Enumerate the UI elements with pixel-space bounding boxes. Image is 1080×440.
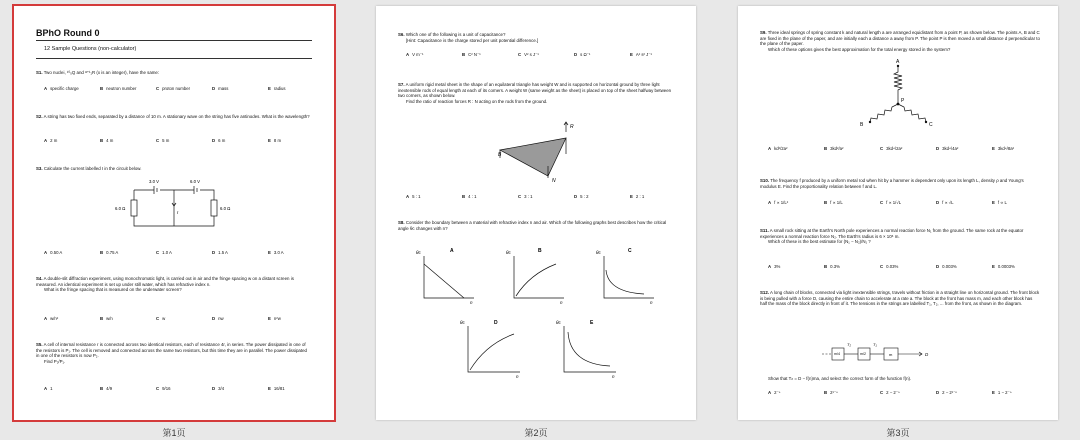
question-s7 — [398, 82, 678, 104]
corner-label-b: B — [498, 152, 502, 158]
question-s1 — [36, 70, 316, 76]
options-s7: A 5 : 1 B 4 : 1 C 3 : 1 D 5 : 2 E 2 : 1 — [406, 194, 645, 199]
question-s8 — [398, 220, 678, 231]
document-title: BPhO Round 0 — [36, 28, 100, 38]
page-label-3[interactable]: 第3页 — [886, 428, 910, 438]
question-text: The frequency f produced by a uniform metal rod when hit by a hammer is dependent only upon its length L, density ρ and Young's modulus E. Find the proportionality relation between f and L. — [760, 178, 1024, 189]
question-text: A string has two fixed ends, separated by a distance of 10 m. A stationary wave on the string has five antinodes. What is the wavelength? — [43, 114, 310, 119]
axis-label: n — [650, 300, 653, 305]
current-label: I — [177, 210, 179, 215]
force-label-d: D — [925, 352, 929, 357]
graph-label: B — [538, 248, 542, 254]
question-subtext: Find P₂/P₁. — [44, 358, 66, 364]
question-number: S4. — [36, 276, 43, 281]
question-subtext: Show that Tₙ = D − f(n)ma, and select the correct form of the function f(n). — [768, 376, 912, 381]
page-label-1[interactable]: 第1页 — [162, 428, 186, 438]
axis-label: θc — [460, 320, 465, 325]
critical-angle-graphs — [398, 240, 678, 390]
question-text: A long chain of blocks, connected via light inextensible strings, travels without friction in a straight line on horizontal ground. The front block is being pulled with a force D, causing the entire chain to accelerate at a rate a. The block at the front has mass m, and each other block has half the mass of the block directly in front of it. The tensions in the strings are labelled T₁, T₂, ... from the front, as shown in the diagram. — [760, 290, 1040, 307]
options-s9: A kd²/2a² B 3kd²/a² C 3kd⁴/2a² D 3kd⁴/4a² E 3kd⁴/8a² — [768, 146, 1015, 151]
question-text: A uniform rigid metal sheet in the shape of an equilateral triangle has weight W and is supported on horizontal ground by three light inextensible rods of equal length at each of its corners. A weight W (same weight as the sheet) is placed on top of the sheet halfway between two corners, as shown below. — [398, 82, 672, 99]
force-label-n: N — [552, 178, 556, 184]
block-chain-diagram — [822, 340, 972, 364]
question-text: A double-slit diffraction experiment, using monochromatic light, is carried out in air and the fringe spacing w on a distant screen is measured. An identical experiment is set up under still water, which has refractive index n. — [36, 276, 294, 287]
options-s4: A w/n² B w/n C w D nw E n²w — [44, 316, 281, 321]
question-number: S5. — [36, 342, 43, 347]
options-s1 — [44, 86, 318, 91]
axis-label: θc — [416, 250, 421, 255]
force-label-r: R — [570, 124, 574, 130]
question-number: S9. — [760, 30, 767, 35]
option: E radius — [268, 86, 286, 91]
question-text: A cell of internal resistance r is connected across two identical resistors, each of resistance 4r, in series. The power dissipated in one of the resistors is P₁. The cell is removed and connected across the same two resistors, but this time they are in parallel. The power dissipated in one of the resistors is now P₂. — [36, 342, 307, 359]
question-text: A small rock sitting at the Earth's North pole experiences a normal reaction force N₁ from the ground. The same rock at the equator experiences a normal reaction force N₂. The Earth's radius is 6 × 10⁶ m. — [760, 228, 1024, 239]
options-s12: A 2⁻ⁿ B 2¹⁻ⁿ C 2 − 2⁻ⁿ D 2 − 2¹⁻ⁿ E 1 − 2⁻ⁿ — [768, 390, 1012, 395]
question-number: S2. — [36, 114, 43, 119]
option: A specific charge — [44, 86, 79, 91]
question-number: S12. — [760, 290, 770, 295]
options-s3: A 0.50 A B 0.75 A C 1.0 A D 1.5 A E 3.0 A — [44, 250, 284, 255]
question-hint: [Hint: Capacitance is the charge stored per unit potential difference.] — [406, 37, 539, 43]
point-label: C — [929, 122, 933, 128]
resistance-label: 6.0 Ω — [115, 206, 126, 211]
question-text: Which one of the following is a unit of capacitance? — [405, 32, 506, 37]
option: D mass — [212, 86, 229, 91]
graph-label: E — [590, 320, 594, 326]
question-s2 — [36, 114, 311, 120]
block-mass-label: m/2 — [860, 352, 866, 356]
point-label: P — [901, 98, 905, 104]
block-mass-label: m/4 — [834, 352, 840, 356]
question-subtext: Which of these is the best estimate for (N₁ − N₂)/N₁ ? — [768, 239, 871, 245]
axis-label: n — [560, 300, 563, 305]
graph-label: D — [494, 320, 498, 326]
page-label-2[interactable]: 第2页 — [524, 428, 548, 438]
axis-label: n — [612, 374, 615, 379]
options-s2: A 2 m B 4 m C 5 m D 6 m E 8 m — [44, 138, 282, 143]
graph-label: A — [450, 248, 454, 254]
question-text: Consider the boundary between a material with refractive index n and air. Which of the following graphs best describes how the critical angle θc changes with n? — [398, 220, 667, 231]
graph-label: C — [628, 248, 632, 254]
question-s10 — [760, 178, 1040, 189]
question-s4 — [36, 276, 311, 293]
tension-label: T₂ — [847, 342, 851, 347]
option: C proton number — [156, 86, 191, 91]
voltage-label: 6.0 V — [190, 179, 201, 184]
triangle-sheet-diagram — [486, 114, 596, 184]
question-number: S1. — [36, 70, 43, 75]
question-s6 — [398, 32, 678, 43]
question-text: Calculate the current labelled I in the circuit below. — [43, 166, 142, 171]
page-thumbnail-1[interactable] — [14, 6, 334, 420]
question-number: S8. — [398, 220, 405, 225]
springs-diagram — [858, 58, 938, 134]
question-number: S11. — [760, 228, 769, 233]
question-subtext: Which of these options gives the best approximation for the total energy stored in the system? — [768, 46, 951, 52]
question-number: S6. — [398, 32, 405, 37]
axis-label: θc — [506, 250, 511, 255]
axis-label: θc — [596, 250, 601, 255]
point-label: A — [896, 59, 900, 65]
axis-label: θc — [556, 320, 561, 325]
question-s11 — [760, 228, 1040, 245]
question-number: S7. — [398, 82, 405, 87]
point-label: B — [860, 122, 864, 128]
question-subtext: Find the ratio of reaction forces R : N acting on the rods from the ground. — [406, 98, 548, 104]
page-thumbnail-3[interactable] — [738, 6, 1058, 420]
question-text: Two nuclei, ¹⁰₅Q and ᵃ⁺¹₁R (x is an integer), have the same: — [43, 70, 160, 75]
document-subtitle: 12 Sample Questions (non-calculator) — [44, 46, 137, 52]
voltage-label: 3.0 V — [149, 179, 160, 184]
axis-label: n — [516, 374, 519, 379]
question-s9 — [760, 30, 1040, 52]
title-rule — [36, 58, 312, 59]
question-text: Three ideal springs of spring constant k and natural length a are arranged equidistant from a point P, as shown below. The points A, B and C are fixed in the plane of the paper, and are initially each a distance a away from P. The point P is then moved a small distance d perpendicular to the plane of the paper. — [760, 30, 1040, 47]
resistance-label: 6.0 Ω — [220, 206, 231, 211]
question-number: S10. — [760, 178, 770, 183]
page-thumbnail-2[interactable] — [376, 6, 696, 420]
question-s5 — [36, 342, 311, 364]
question-s3 — [36, 166, 311, 172]
axis-label: n — [470, 300, 473, 305]
block-mass-label: m — [889, 352, 893, 357]
tension-label: T₁ — [873, 342, 877, 347]
options-s5: A 1 B 4/9 C 9/16 D 3/4 E 16/81 — [44, 386, 285, 391]
options-s11: A 3% B 0.3% C 0.03% D 0.003% E 0.0003% — [768, 264, 1015, 269]
circuit-diagram — [104, 176, 244, 236]
title-rule — [36, 40, 312, 41]
option: B neutron number — [100, 86, 137, 91]
question-subtext: What is the fringe spacing that is measured on the underwater screen? — [44, 287, 182, 293]
question-number: S3. — [36, 166, 43, 171]
options-s6: A V m⁻¹ B C² N⁻¹ C V² s J⁻¹ D s Ω⁻¹ E A² s² J⁻¹ — [406, 52, 652, 57]
question-s12 — [760, 290, 1040, 307]
options-s10: A f ∝ 1/L² B f ∝ 1/L C f ∝ 1/√L D f ∝ √L E f ∝ L — [768, 200, 1007, 205]
